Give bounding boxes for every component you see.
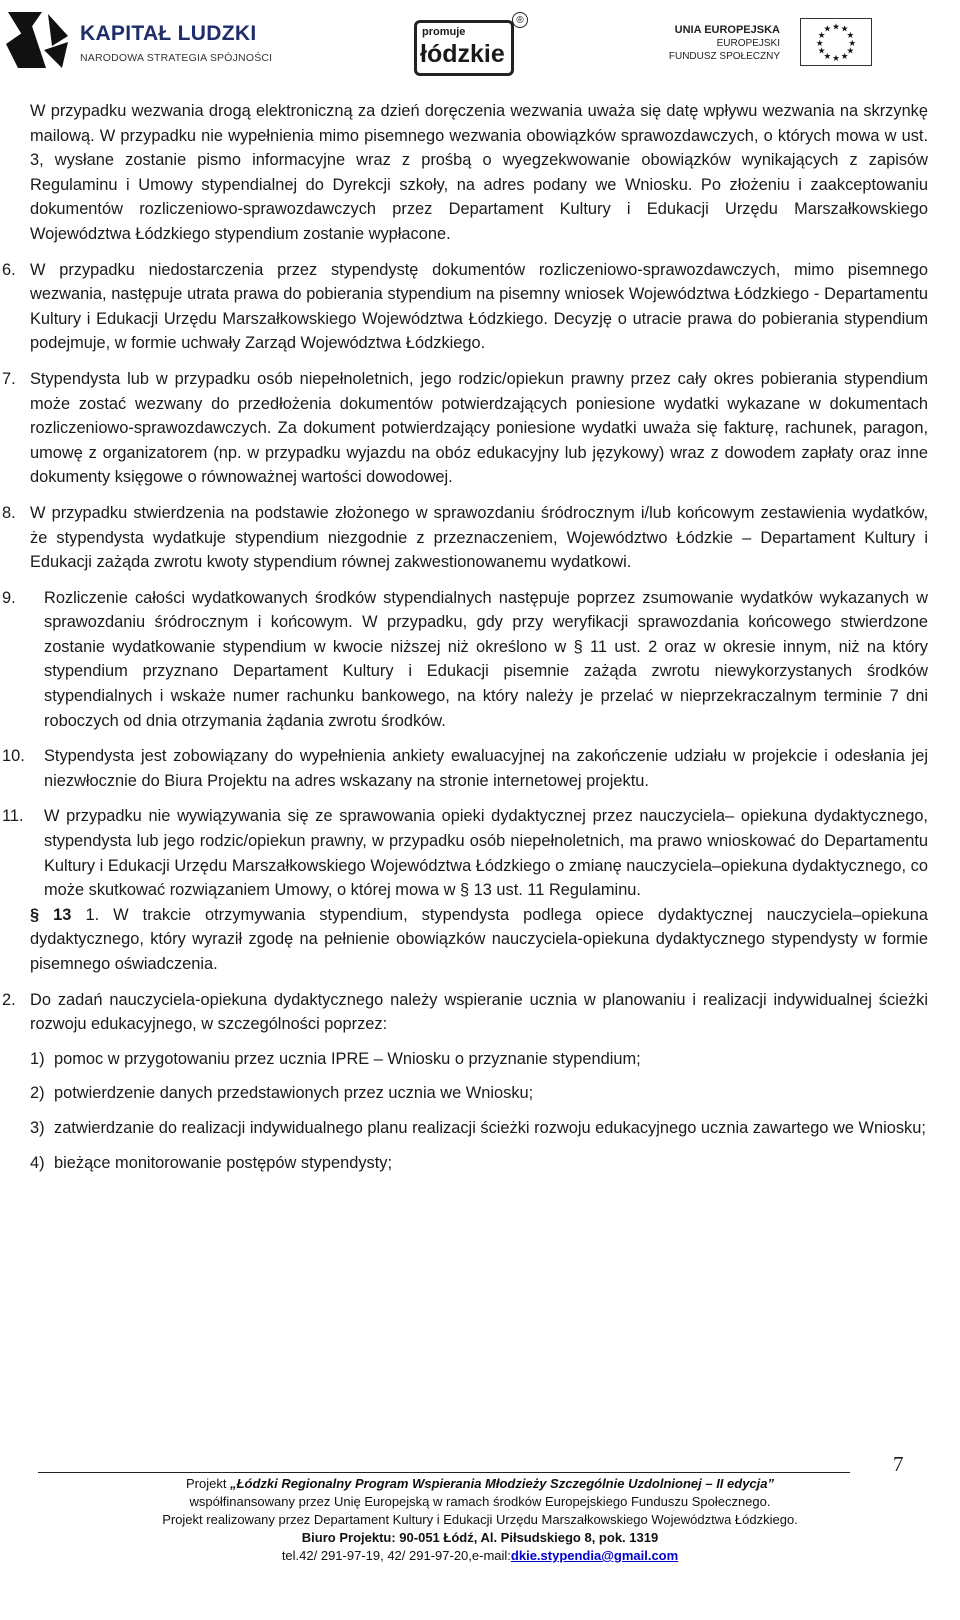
item-number: 7. [2,369,16,388]
kapital-ludzki-logo [2,6,302,70]
kapital-ludzki-subtitle: NARODOWA STRATEGIA SPÓJNOŚCI [80,52,273,64]
page-header [0,0,960,82]
sub-item-3 [30,1116,928,1141]
sub-item-4 [30,1151,928,1176]
kapital-ludzki-emblem-icon [2,6,74,72]
item-text: W przypadku niedostarczenia przez stypendystę dokumentów rozliczeniowo-sprawozdawczych, mimo pisemnego wezwania, następuje utrata prawa do pobierania stypendium na pisemny wniosek Województwa Łódzkiego - Departamentu Kultury i Edukacji Urzędu Marszałkowskiego Województwa Łódzkiego. Decyzję o utracie prawa do pobierania stypendium podejmuje, w formie uchwały Zarząd Województwa Łódzkiego. [30,260,928,353]
eu-text [652,24,780,63]
item-text: Do zadań nauczyciela-opiekuna dydaktycznego należy wspieranie ucznia w planowaniu i realizacji indywidualnej ścieżki rozwoju edukacyjnego, w szczególności poprzez: [30,990,928,1034]
item-text: W przypadku stwierdzenia na podstawie złożonego w sprawozdaniu śródrocznym i/lub końcowym zestawienia wydatków, że stypendysta wydatkuje stypendium niezgodnie z przeznaczeniem, Województwo Łódzkie – Departament Kultury i Edukacji zażąda zwrotu kwoty stypendium równej zakwestionowanemu wydatkowi. [30,503,928,572]
svg-text:★: ★ [846,31,855,42]
list-item-11 [2,804,928,902]
section-13-text: 1. W trakcie otrzymywania stypendium, stypendysta podlega opiece dydaktycznej nauczyciela–opiekuna dydaktycznego, który wyraził zgodę na pełnienie obowiązków nauczyciela-opiekuna dydaktycznego stypendysty w formie pisemnego oświadczenia. [30,905,928,973]
eu-logo [652,24,952,74]
svg-text:★: ★ [815,38,824,49]
item-number: 6. [2,260,16,279]
lodzkie-small-text: promuje [422,26,466,38]
item-number: 8. [2,503,16,522]
svg-text:★: ★ [823,52,832,63]
svg-text:★: ★ [832,54,840,65]
sub-item-text: bieżące monitorowanie postępów stypendysty; [54,1153,393,1172]
item-number: 2. [2,990,16,1009]
footer-line-4: Biuro Projektu: 90-051 Łódź, Al. Piłsudskiego 8, pok. 1319 [301,1530,659,1545]
footer-line-3: Projekt realizowany przez Departament Kultury i Edukacji Urzędu Marszałkowskiego Województwa Łódzkiego. [162,1512,798,1527]
footer-contact: tel.42/ 291-97-19, 42/ 291-97-20,e-mail: [281,1548,511,1563]
sub-item-text: pomoc w przygotowaniu przez ucznia IPRE – Wniosku o przyznanie stypendium; [54,1049,641,1068]
sub-item-number: 3) [30,1118,45,1137]
sub-item-text: potwierdzenie danych przedstawionych przez ucznia we Wniosku; [54,1084,534,1103]
sub-item-1 [30,1047,928,1072]
email-link[interactable]: dkie.stypendia@gmail.com [510,1548,679,1563]
footer-project-prefix: Projekt [185,1476,231,1491]
svg-text:★: ★ [823,24,832,35]
eu-line-1: UNIA EUROPEJSKA [674,24,780,36]
list-item-6 [2,258,928,356]
registered-mark: ® [512,12,528,28]
sub-item-2 [30,1081,928,1106]
item-text: Stypendysta lub w przypadku osób niepełnoletnich, jego rodzic/opiekun prawny przez cały okres pobierania stypendium może zostać wezwany do przedłożenia dokumentów potwierdzających poniesione wydatki wykazane w dokumentach rozliczeniowo-sprawozdawczych. Za dokument potwierdzający poniesione wydatki uważa się fakturę, rachunek, paragon, umowę z organizatorem (np. w przypadku wyjazdu na obóz edukacyjny lub językowy) wraz z dowodem zapłaty oraz inne dokumenty księgowe o równoważnej wartości dowodowej. [30,369,928,487]
lodzkie-big-text: łódzkie [420,40,505,68]
list-item-7 [2,367,928,490]
section-13-paragraph [30,903,928,977]
item-text: Rozliczenie całości wydatkowanych środków stypendialnych następuje poprzez zsumowanie wydatków wykazanych w sprawozdaniu śródrocznym i końcowym. W przypadku, gdy przy weryfikacji sprawozdania końcowego stwierdzone zostanie wydatkowanie stypendium w kwocie niższej niż określono w § 11 ust. 2 oraz w okresie innym, niż na który stypendium przyznano Departament Kultury i Edukacji pisemnie zażąda zwrotu niewykorzystanych środków stypendialnych i wskaże numer rachunku bankowego, na który należy je przelać w nieprzekraczalnym terminie 7 dni roboczych od dnia otrzymania żądania zwrotu środków. [44,588,928,730]
sub-item-text: zatwierdzanie do realizacji indywidualnego planu realizacji ścieżki rozwoju edukacyjnego ucznia zawartego we Wniosku; [54,1118,926,1137]
footer-line-2: współfinansowany przez Unię Europejską w ramach środków Europejskiego Funduszu Społecznego. [189,1494,771,1509]
footer-project-title: „Łódzki Regionalny Program Wspierania Młodzieży Szczególnie Uzdolnionej – II edycja” [230,1476,774,1491]
item-text: Stypendysta jest zobowiązany do wypełnienia ankiety ewaluacyjnej na zakończenie udziału w projekcie i odesłania jej niezwłocznie do Biura Projektu na adres wskazany na stronie internetowej projektu. [44,747,928,790]
footer-divider [38,1472,850,1473]
svg-text:★: ★ [832,22,840,33]
svg-text:★: ★ [840,52,849,63]
kapital-ludzki-title: KAPITAŁ LUDZKI [80,22,257,45]
section-point-2 [2,988,928,1037]
list-item-9 [2,586,928,734]
svg-text:★: ★ [817,31,826,42]
document-body [2,99,928,1175]
item-number: 9. [2,588,16,607]
eu-line-2: EUROPEJSKI [716,38,780,49]
footer-line-5 [0,1548,960,1564]
intro-paragraph: W przypadku wezwania drogą elektroniczną za dzień doręczenia wezwania uważa się datę wpływu wezwania na skrzynkę mailową. W przypadku nie wypełnienia mimo pisemnego wezwania obowiązków sprawozdawczych, o których mowa w ust. 3, wysłane zostanie pismo informacyjne wraz z prośbą o wyegzekwowanie obowiązków wynikających z zapisów Regulaminu i Umowy stypendialnej do Dyrekcji szkoły, na adres podany we Wniosku. Po złożeniu i zaakceptowaniu dokumentów rozliczeniowo-sprawozdawczych przez Departament Kultury i Edukacji Urzędu Marszałkowskiego Województwa Łódzkiego stypendium zostanie wypłacone. [30,102,928,243]
eu-flag-icon [800,18,872,66]
svg-text:★: ★ [817,46,826,57]
sub-item-number: 1) [30,1049,45,1068]
footer-line-1 [0,1476,960,1492]
promuje-lodzkie-logo [408,8,548,78]
page-number: 7 [893,1452,904,1476]
svg-text:★: ★ [846,46,855,57]
item-number: 11. [2,807,24,826]
list-item-8 [2,501,928,575]
eu-line-3: FUNDUSZ SPOŁECZNY [668,51,780,62]
item-text: W przypadku nie wywiązywania się ze sprawowania opieki dydaktycznej przez nauczyciela– opiekuna dydaktycznego, stypendysta lub jego rodzic/opiekun prawny, w przypadku osób niepełnoletnich, ma prawo wnioskować do Departamentu Kultury i Edukacji Urzędu Marszałkowskiego Województwa Łódzkiego o zmianę nauczyciela–opiekuna dydaktycznego, co może skutkować rozwiązaniem Umowy, o której mowa w § 13 ust. 11 Regulaminu. [44,807,928,900]
list-item-10 [2,744,928,793]
svg-text:★: ★ [840,24,849,35]
sub-item-number: 2) [30,1084,45,1103]
svg-text:★: ★ [848,38,857,49]
sub-item-number: 4) [30,1153,45,1172]
section-mark: § 13 [30,905,72,924]
item-number: 10. [2,747,25,766]
